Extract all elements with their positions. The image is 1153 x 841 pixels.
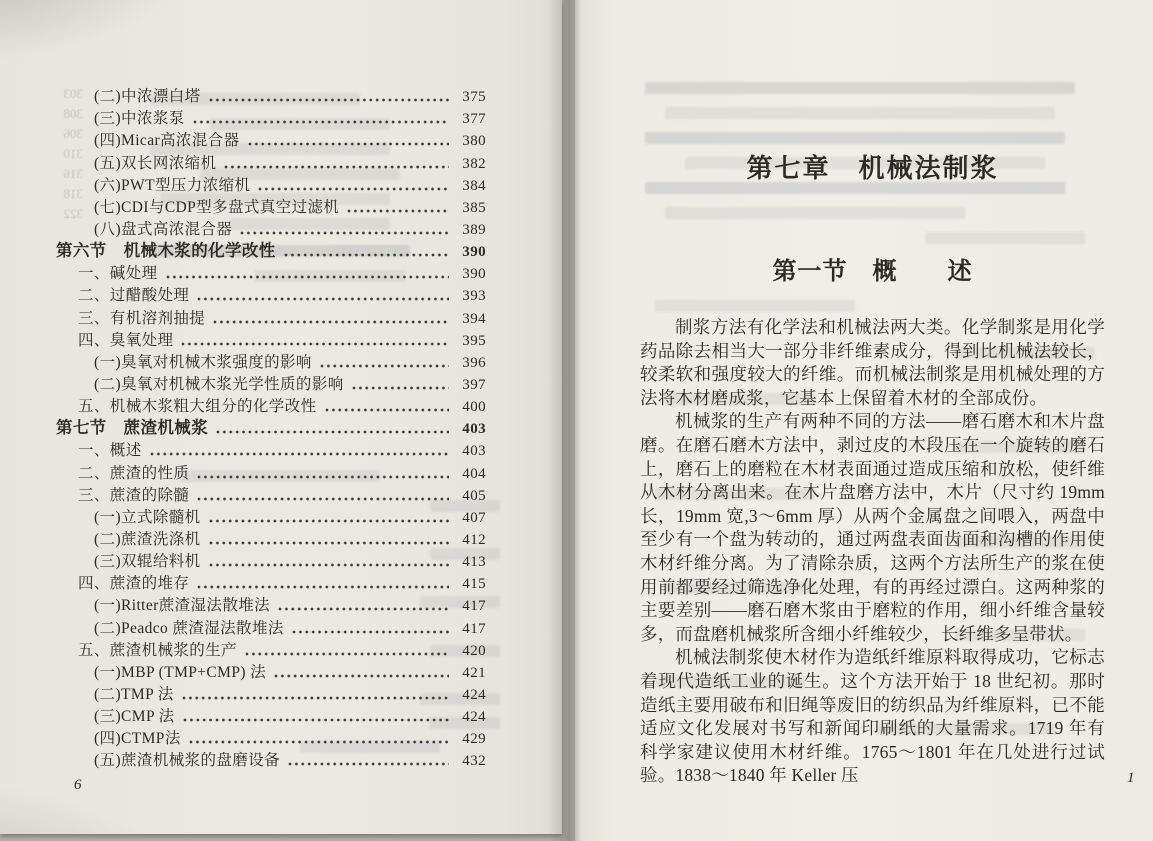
toc-row (56, 372, 486, 394)
toc-entry-page: 417 (462, 620, 486, 637)
toc-entry-label: (五)蔗渣机械浆的盘磨设备 (94, 752, 281, 770)
toc-entry-label: (四)Micar高浓混合器 (94, 132, 240, 150)
ghost-number: 303 (63, 86, 83, 101)
toc-entry-label: (三)中浓浆泵 (94, 110, 185, 128)
toc-entry-page: 397 (462, 376, 486, 393)
toc-entry-label: (二)中浓漂白塔 (94, 88, 201, 106)
toc-row (56, 549, 486, 571)
toc-entry-label: 第七节 蔗渣机械浆 (56, 418, 209, 438)
toc-entry-label: 一、概述 (78, 442, 142, 460)
dot-leader (192, 112, 449, 127)
toc-entry-page: 400 (462, 399, 486, 416)
toc-row (56, 305, 486, 327)
toc-entry-page: 393 (462, 288, 486, 305)
left-page (0, 0, 562, 834)
toc-entry-label: (一)MBP (TMP+CMP) 法 (94, 663, 267, 681)
ghost-number: 308 (63, 106, 83, 121)
dot-leader (291, 622, 449, 637)
ghost-number: 316 (63, 166, 83, 181)
toc-entry-page: 390 (462, 244, 486, 261)
toc-row (56, 527, 486, 549)
toc-row (56, 638, 486, 660)
dot-leader (257, 179, 449, 194)
toc-row (56, 748, 486, 770)
dot-leader (212, 312, 449, 327)
ghost-bar (665, 207, 965, 219)
toc-entry-page: 384 (462, 177, 486, 194)
toc-row (56, 615, 486, 637)
dot-leader (208, 533, 449, 548)
toc-entry-page: 424 (462, 686, 486, 703)
toc-row (56, 173, 486, 195)
toc-entry-page: 417 (462, 598, 486, 615)
dot-leader (188, 732, 449, 747)
toc-entry-label: 四、蔗渣的堆存 (78, 575, 190, 593)
toc-row (56, 483, 486, 505)
toc-entry-page: 394 (462, 310, 486, 327)
toc-entry-label: (三)CMP 法 (94, 708, 175, 726)
toc-entry-label: (二)臭氧对机械木浆光学性质的影响 (94, 375, 344, 393)
dot-leader (208, 511, 449, 526)
toc-entry-label: (一)Ritter蔗渣湿法散堆法 (94, 597, 271, 615)
toc-row (56, 128, 486, 150)
toc-row (56, 704, 486, 726)
toc-row (56, 239, 486, 261)
ghost-bar (665, 107, 1055, 119)
folio-left: 6 (74, 777, 82, 793)
dot-leader (215, 422, 449, 437)
dot-leader (319, 356, 449, 371)
ghost-bar (655, 300, 855, 312)
ghost-number: 322 (63, 206, 83, 221)
dot-leader (182, 710, 449, 725)
dot-leader (208, 90, 449, 105)
toc-list (56, 84, 486, 770)
toc-entry-page: 396 (462, 354, 486, 371)
toc-row (56, 261, 486, 283)
toc-entry-page: 403 (462, 421, 486, 438)
toc-entry-label: (二)Peadco 蔗渣湿法散堆法 (94, 619, 284, 637)
toc-row (56, 438, 486, 460)
toc-entry-page: 407 (462, 509, 486, 526)
toc-entry-label: 四、臭氧处理 (78, 331, 174, 349)
toc-row (56, 416, 486, 438)
toc-entry-label: (四)CTMP法 (94, 730, 181, 748)
toc-entry-label: (六)PWT型压力浓缩机 (94, 176, 251, 194)
ghost-number: 306 (63, 126, 83, 141)
toc-row (56, 217, 486, 239)
body-text (640, 316, 1105, 788)
toc-entry-page: 380 (462, 133, 486, 150)
toc-entry-page: 405 (462, 487, 486, 504)
toc-entry-page: 429 (462, 731, 486, 748)
toc-entry-label: 五、蔗渣机械浆的生产 (78, 641, 238, 659)
dot-leader (346, 201, 449, 216)
dot-leader (239, 223, 449, 238)
toc-row (56, 460, 486, 482)
toc-entry-label: 三、蔗渣的除髓 (78, 486, 190, 504)
toc-entry-page: 403 (462, 443, 486, 460)
dot-leader (196, 577, 449, 592)
paragraph: 机械浆的生产有两种不同的方法——磨石磨木和木片盘磨。在磨石磨木方法中，剥过皮的木段压在一个旋转的磨石上，磨石上的磨粒在木材表面通过造成压缩和放松，使纤维从木材分离出来。在木片盘磨方法中，木片（尺寸约 19mm 长，19mm 宽,3～6mm 厚）从两个金属盘之间喂入，两盘中至少有一个盘为转动的，通过两盘表面齿面和沟槽的作用使木材纤维分离。为了清除杂质，这两个方法所生产的浆在使用前都要经过筛选净化处理，有的再经过漂白。这两种浆的主要差别——磨石磨木浆由于磨粒的作用，细小纤维含量较多，而盘磨机械浆所含细小纤维较少，长纤维多呈带状。 (640, 411, 1105, 644)
toc-entry-page: 390 (462, 266, 486, 283)
dot-leader (273, 666, 449, 681)
paragraph: 制浆方法有化学法和机械法两大类。化学制浆是用化学药品除去相当大一部分非纤维素成分，得到比机械法较长，较柔软和强度较大的纤维。而机械法制浆是用机械处理的方法将木材磨成浆，它基本上保留着木材的全部成份。 (640, 317, 1105, 408)
toc-entry-page: 420 (462, 642, 486, 659)
dot-leader (149, 444, 449, 459)
toc-row (56, 682, 486, 704)
toc-row (56, 350, 486, 372)
toc-entry-page: 382 (462, 155, 486, 172)
toc-row (56, 328, 486, 350)
toc-entry-label: (一)臭氧对机械木浆强度的影响 (94, 353, 312, 371)
toc-row (56, 593, 486, 615)
ghost-bar (925, 232, 1085, 244)
toc-row (56, 283, 486, 305)
right-page (575, 0, 1153, 841)
toc-entry-label: (八)盘式高浓混合器 (94, 220, 233, 238)
toc-row (56, 195, 486, 217)
section-title: 第一节 概 述 (772, 259, 973, 285)
toc-entry-label: (二)蔗渣洗涤机 (94, 530, 201, 548)
dot-leader (196, 289, 449, 304)
dot-leader (244, 644, 449, 659)
toc-entry-label: 第六节 机械木浆的化学改性 (56, 241, 276, 261)
chapter-title: 第七章 机械法制浆 (746, 154, 999, 183)
toc-entry-page: 424 (462, 709, 486, 726)
dot-leader (196, 489, 449, 504)
toc-entry-label: 三、有机溶剂抽提 (78, 309, 206, 327)
toc-row (56, 726, 486, 748)
toc-entry-page: 389 (462, 221, 486, 238)
toc-entry-label: (七)CDI与CDP型多盘式真空过滤机 (94, 198, 340, 216)
ghost-bar (645, 132, 1065, 144)
toc-entry-label: (三)双辊给料机 (94, 553, 201, 571)
dot-leader (283, 245, 449, 260)
dot-leader (247, 134, 449, 149)
dot-leader (196, 467, 449, 482)
ghost-number: 318 (63, 186, 83, 201)
toc-entry-page: 432 (462, 753, 486, 770)
dot-leader (324, 400, 449, 415)
toc-entry-page: 415 (462, 576, 486, 593)
paragraph: 机械法制浆使木材作为造纸纤维原料取得成功，它标志着现代造纸工业的诞生。这个方法开始于 18 世纪初。那时造纸主要用破布和旧绳等废旧的纺织品为纤维原料，已不能适应文化发展对书写和新闻印刷纸的大量需求。1719 年有科学家建议使用木材纤维。1765～1801 年在几处进行过试验。1838～1840 年 Keller 压 (640, 647, 1105, 786)
toc-entry-label: (五)双长网浓缩机 (94, 154, 217, 172)
toc-row (56, 660, 486, 682)
dot-leader (180, 334, 449, 349)
toc-entry-label: (二)TMP 法 (94, 685, 174, 703)
toc-entry-page: 412 (462, 531, 486, 548)
toc-row (56, 106, 486, 128)
ghost-number: 310 (63, 146, 83, 161)
toc-row (56, 571, 486, 593)
dot-leader (181, 688, 449, 703)
toc-row (56, 84, 486, 106)
toc-entry-page: 385 (462, 199, 486, 216)
dot-leader (223, 157, 449, 172)
toc-entry-label: (一)立式除髓机 (94, 508, 201, 526)
toc-row (56, 150, 486, 172)
dot-leader (208, 555, 449, 570)
toc-row (56, 505, 486, 527)
toc-entry-page: 404 (462, 465, 486, 482)
dot-leader (165, 267, 449, 282)
toc-entry-label: 二、蔗渣的性质 (78, 464, 190, 482)
toc-entry-page: 421 (462, 664, 486, 681)
toc-entry-label: 一、碱处理 (78, 265, 158, 283)
toc-entry-page: 375 (462, 89, 486, 106)
dot-leader (277, 599, 449, 614)
toc-entry-label: 五、机械木浆粗大组分的化学改性 (78, 398, 317, 416)
toc-row (56, 394, 486, 416)
toc-entry-page: 377 (462, 111, 486, 128)
toc-entry-label: 二、过醋酸处理 (78, 287, 190, 305)
ghost-bar (645, 82, 1075, 94)
toc-entry-page: 413 (462, 554, 486, 571)
dot-leader (287, 754, 449, 769)
toc-entry-page: 395 (462, 332, 486, 349)
dot-leader (351, 378, 449, 393)
folio-right: 1 (1127, 770, 1135, 786)
